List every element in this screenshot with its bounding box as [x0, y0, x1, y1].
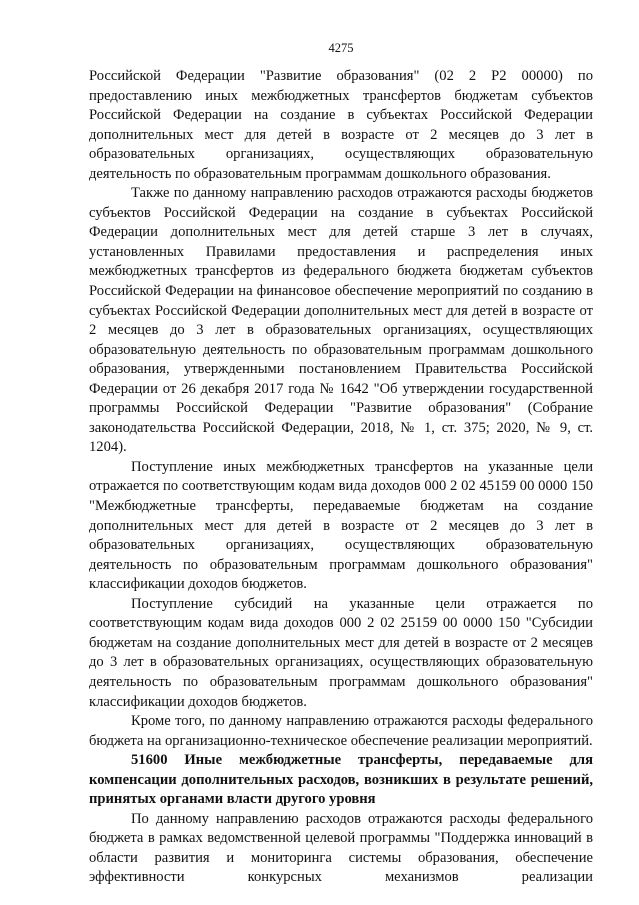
paragraph-5: Кроме того, по данному направлению отражаются расходы федерального бюджета на организационно-техническое обеспечение реализации мероприятий. [89, 713, 593, 749]
section-heading-51600: 51600 Иные межбюджетные трансферты, передаваемые для компенсации дополнительных расходов, возникших в результате решений, принятых органами власти другого уровня [89, 752, 593, 808]
paragraph-3: Поступление иных межбюджетных трансфертов на указанные цели отражается по соответствующим кодам вида доходов 000 2 02 45159 00 0000 150 "Межбюджетные трансферты, передаваемые бюджетам на создание дополнительных мест для детей в возрасте от 2 месяцев до 3 лет в образовательных организациях, осуществляющих образовательную деятельность по образовательным программам дошкольного образования" классификации доходов бюджетов. [89, 458, 593, 593]
paragraph-1: Российской Федерации "Развитие образования" (02 2 Р2 00000) по предоставлению иных межбюджетных трансфертов бюджетам субъектов Российской Федерации на создание в субъектах Российской Федерации дополнительных мест для детей в возрасте от 2 месяцев до 3 лет в образовательных организациях, осуществляющих образовательную деятельность по образовательным программам дошкольного образования. [89, 68, 593, 182]
paragraph-7: По данному направлению расходов отражаются расходы федерального бюджета в рамках ведомственной целевой программы "Поддержка инноваций в области развития и мониторинга системы образования, обеспечение эффективности конкурсных механизмов реализации [89, 810, 593, 886]
paragraph-2: Также по данному направлению расходов отражаются расходы бюджетов субъектов Российской Федерации на создание в субъектах Российской Федерации дополнительных мест для детей старше 3 лет в случаях, установленных Правилами предоставления и распределения иных межбюджетных трансфертов из федерального бюджета бюджетам субъектов Российской Федерации на финансовое обеспечение мероприятий по созданию в субъектах Российской Федерации дополнительных мест для детей в возрасте от 2 месяцев до 3 лет в образовательных организациях, осуществляющих образовательную деятельность по образовательным программам дошкольного образования, утвержденными постановлением Правительства Российской Федерации от 26 декабря 2017 года № 1642 "Об утверждении государственной программы Российской Федерации "Развитие образования" (Собрание законодательства Российской Федерации, 2018, № 1, ст. 375; 2020, № 9, ст. 1204). [89, 185, 593, 456]
paragraph-4: Поступление субсидий на указанные цели отражается по соответствующим кодам вида доходов 000 2 02 25159 00 0000 150 "Субсидии бюджетам на создание дополнительных мест для детей в возрасте от 2 месяцев до 3 лет в образовательных организациях, осуществляющих образовательную деятельность по образовательным программам дошкольного образования" классификации доходов бюджетов. [89, 595, 593, 710]
page-number: 4275 [328, 41, 354, 55]
document-body [89, 67, 593, 888]
